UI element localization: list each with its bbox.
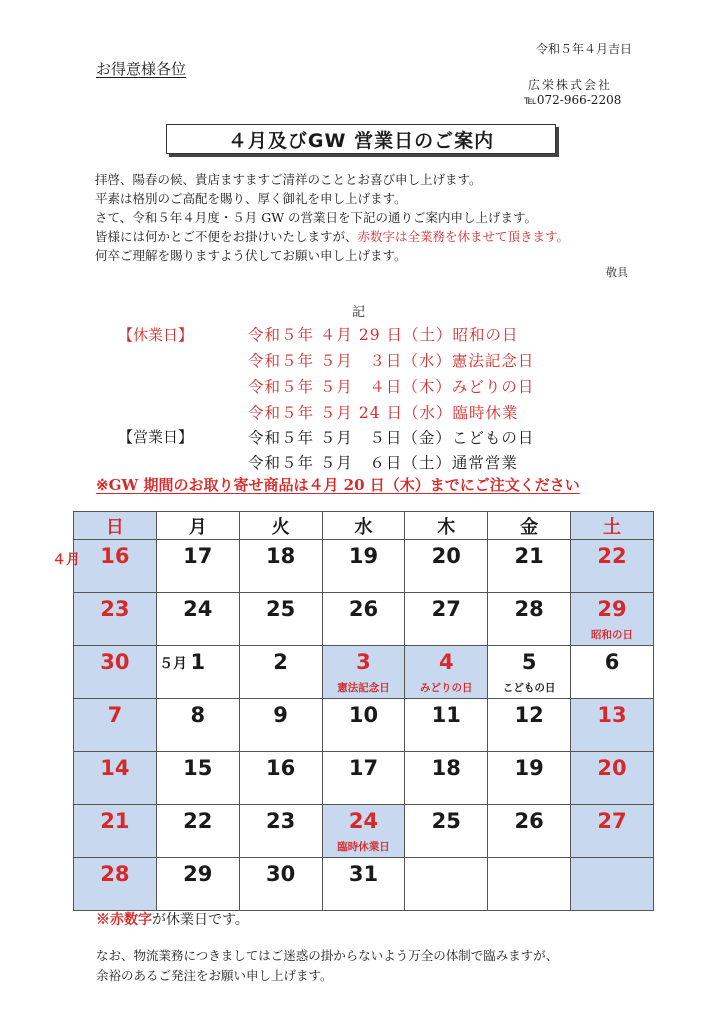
company-tel: ℡072-966-2208 (524, 93, 622, 107)
day-number: 8 (190, 703, 206, 727)
calendar-day-cell (571, 699, 654, 752)
day-number: 18 (431, 756, 461, 780)
calendar-table (73, 511, 654, 911)
day-number: 9 (273, 703, 288, 727)
calendar-week-row (74, 752, 654, 805)
month-label-may: ５月 (159, 656, 187, 672)
calendar-day-cell (571, 646, 654, 699)
day-number: 24 (348, 809, 379, 833)
day-number: 23 (265, 809, 296, 833)
issue-date: 令和５年４月吉日 (535, 42, 632, 56)
day-number: 17 (348, 756, 379, 780)
calendar-day-cell (322, 646, 405, 699)
body-line-5: 何卒ご理解を賜りますよう伏してお願い申し上げます。 (95, 248, 407, 263)
calendar-day-cell (74, 699, 157, 752)
calendar-day-cell (156, 593, 239, 646)
calendar-day-cell (156, 699, 239, 752)
calendar-day-cell (488, 593, 571, 646)
calendar-day-cell (322, 540, 405, 593)
calendar-day-cell (571, 752, 654, 805)
calendar-day-cell (405, 752, 488, 805)
day-number: 5 (521, 650, 537, 674)
keigu: 敬具 (606, 266, 628, 279)
calendar-week-row (74, 805, 654, 858)
day-number: 17 (183, 544, 213, 568)
order-deadline-notice: ※GW 期間のお取り寄せ商品は４月 20 日（木）までにご注文ください (96, 476, 580, 494)
day-number: 11 (431, 703, 461, 727)
ki-heading: 記 (352, 305, 366, 320)
footnote (96, 909, 249, 929)
month-label-april: ４月 (52, 552, 80, 568)
calendar-day-cell (571, 593, 654, 646)
day-number: 18 (265, 544, 296, 568)
calendar-day-cell (156, 805, 239, 858)
calendar-day-cell (74, 805, 157, 858)
calendar-day-cell (74, 540, 157, 593)
addressee: お得意様各位 (96, 60, 187, 78)
calendar-week-row (74, 699, 654, 752)
body-line-3: さて、令和５年４月度・５月 GW の営業日を下記の通りご案内申し上げます。 (95, 210, 538, 225)
day-number: 26 (514, 809, 544, 833)
closing-line-2: 余裕のあるご発注をお願い申し上げます。 (96, 968, 333, 983)
calendar-day-cell (322, 752, 405, 805)
day-note: 憲法記念日 (337, 682, 390, 694)
calendar-day-cell (239, 805, 322, 858)
company-name: 広栄株式会社 (528, 78, 613, 92)
day-number: 22 (597, 544, 627, 568)
calendar-day-cell (74, 752, 157, 805)
day-number: 4 (438, 650, 454, 674)
calendar-day-cell (239, 699, 322, 752)
calendar-day-cell (405, 593, 488, 646)
body-line-1: 拝啓、陽春の候、貴店ますますご清祥のこととお喜び申し上げます。 (95, 172, 482, 187)
weekday-sun: 日 (74, 512, 157, 540)
body-line-4-text: 皆様には何かとご不便をお掛けいたしますが、 (95, 229, 358, 244)
calendar-day-cell (239, 752, 322, 805)
calendar-day-cell (239, 646, 322, 699)
day-number: 19 (514, 756, 544, 780)
calendar-day-cell (405, 858, 488, 911)
body-line-4 (95, 227, 569, 245)
weekday-thu: 木 (405, 512, 488, 540)
day-number: 16 (100, 544, 130, 568)
calendar-day-cell (405, 540, 488, 593)
closing-line-1: なお、物流業務につきましてはご迷惑の掛からないよう万全の体制で臨みますが、 (96, 948, 559, 963)
day-note: こどもの日 (502, 682, 556, 694)
calendar-day-cell (488, 646, 571, 699)
day-number: 27 (431, 597, 461, 621)
day-number: 26 (348, 597, 379, 621)
calendar-day-cell (74, 593, 157, 646)
footnote-red: ※赤数字 (96, 912, 152, 928)
day-number: 12 (514, 703, 544, 727)
weekday-header-row (74, 512, 654, 540)
document-title: ４月及びGW 営業日のご案内 (166, 124, 556, 154)
day-number: 21 (100, 809, 130, 833)
calendar-day-cell (74, 646, 157, 699)
holiday-item: 令和５年 ５月 24 日（水）臨時休業 (248, 404, 519, 422)
calendar-day-cell (239, 540, 322, 593)
calendar-day-cell (488, 540, 571, 593)
footnote-text: が休業日です。 (152, 912, 249, 928)
weekday-tue: 火 (239, 512, 322, 540)
day-number: 29 (597, 597, 627, 621)
holiday-item: 令和５年 ５月 ３日（水）憲法記念日 (248, 352, 535, 370)
calendar-day-cell (488, 699, 571, 752)
day-number: 25 (431, 809, 461, 833)
day-number: 10 (348, 703, 379, 727)
day-number: 14 (100, 756, 130, 780)
day-number: 2 (273, 650, 288, 674)
day-number: 20 (431, 544, 461, 568)
calendar-day-cell (156, 752, 239, 805)
calendar-day-cell (322, 805, 405, 858)
day-number: 24 (183, 597, 213, 621)
body-line-2: 平素は格別のご高配を賜り、厚く御礼を申し上げます。 (95, 191, 407, 206)
business-day-item: 令和５年 ５月 ６日（土）通常営業 (248, 454, 518, 472)
day-number: 30 (265, 862, 296, 886)
day-number: 21 (514, 544, 544, 568)
day-number: 3 (356, 650, 371, 674)
day-number: 29 (183, 862, 213, 886)
day-number: 20 (597, 756, 627, 780)
calendar-week-row (74, 540, 654, 593)
day-number: 6 (604, 650, 620, 674)
day-number: 1 (190, 650, 206, 674)
day-number: 19 (348, 544, 379, 568)
day-number: 16 (265, 756, 296, 780)
calendar-day-cell (571, 805, 654, 858)
calendar-day-cell (488, 805, 571, 858)
day-note: みどりの日 (420, 682, 473, 694)
calendar-day-cell (156, 858, 239, 911)
day-number: 27 (597, 809, 627, 833)
calendar-day-cell (322, 699, 405, 752)
weekday-mon: 月 (156, 512, 239, 540)
day-number: 28 (514, 597, 544, 621)
calendar-day-cell (571, 858, 654, 911)
calendar-day-cell (322, 593, 405, 646)
day-number: 30 (100, 650, 130, 674)
day-number: 15 (183, 756, 213, 780)
day-note: 昭和の日 (591, 629, 634, 641)
day-number: 13 (597, 703, 627, 727)
calendar-day-cell (405, 699, 488, 752)
day-number: 25 (265, 597, 296, 621)
calendar-day-cell (74, 858, 157, 911)
day-number: 7 (107, 703, 123, 727)
day-number: 22 (183, 809, 213, 833)
day-number: 23 (100, 597, 130, 621)
weekday-sat: 土 (571, 512, 654, 540)
business-day-label: 【営業日】 (118, 428, 194, 446)
calendar-day-cell (405, 646, 488, 699)
calendar-day-cell (156, 540, 239, 593)
calendar-day-cell (488, 752, 571, 805)
body-line-4-red: 赤数字は全業務を休ませて頂きます。 (357, 229, 570, 244)
calendar-week-row (74, 858, 654, 911)
calendar-day-cell (405, 805, 488, 858)
calendar-day-cell (571, 540, 654, 593)
calendar-day-cell (239, 858, 322, 911)
calendar-week-row (74, 593, 654, 646)
weekday-wed: 水 (322, 512, 405, 540)
holiday-item: 令和５年 ４月 29 日（土）昭和の日 (248, 326, 519, 344)
business-day-item: 令和５年 ５月 ５日（金）こどもの日 (248, 429, 535, 447)
calendar-day-cell (322, 858, 405, 911)
day-note: 臨時休業日 (337, 841, 390, 853)
holiday-label: 【休業日】 (118, 326, 194, 344)
holiday-item: 令和５年 ５月 ４日（木）みどりの日 (248, 378, 535, 396)
day-number: 28 (100, 862, 130, 886)
calendar-day-cell (239, 593, 322, 646)
calendar-day-cell (488, 858, 571, 911)
weekday-fri: 金 (488, 512, 571, 540)
day-number: 31 (348, 862, 379, 886)
